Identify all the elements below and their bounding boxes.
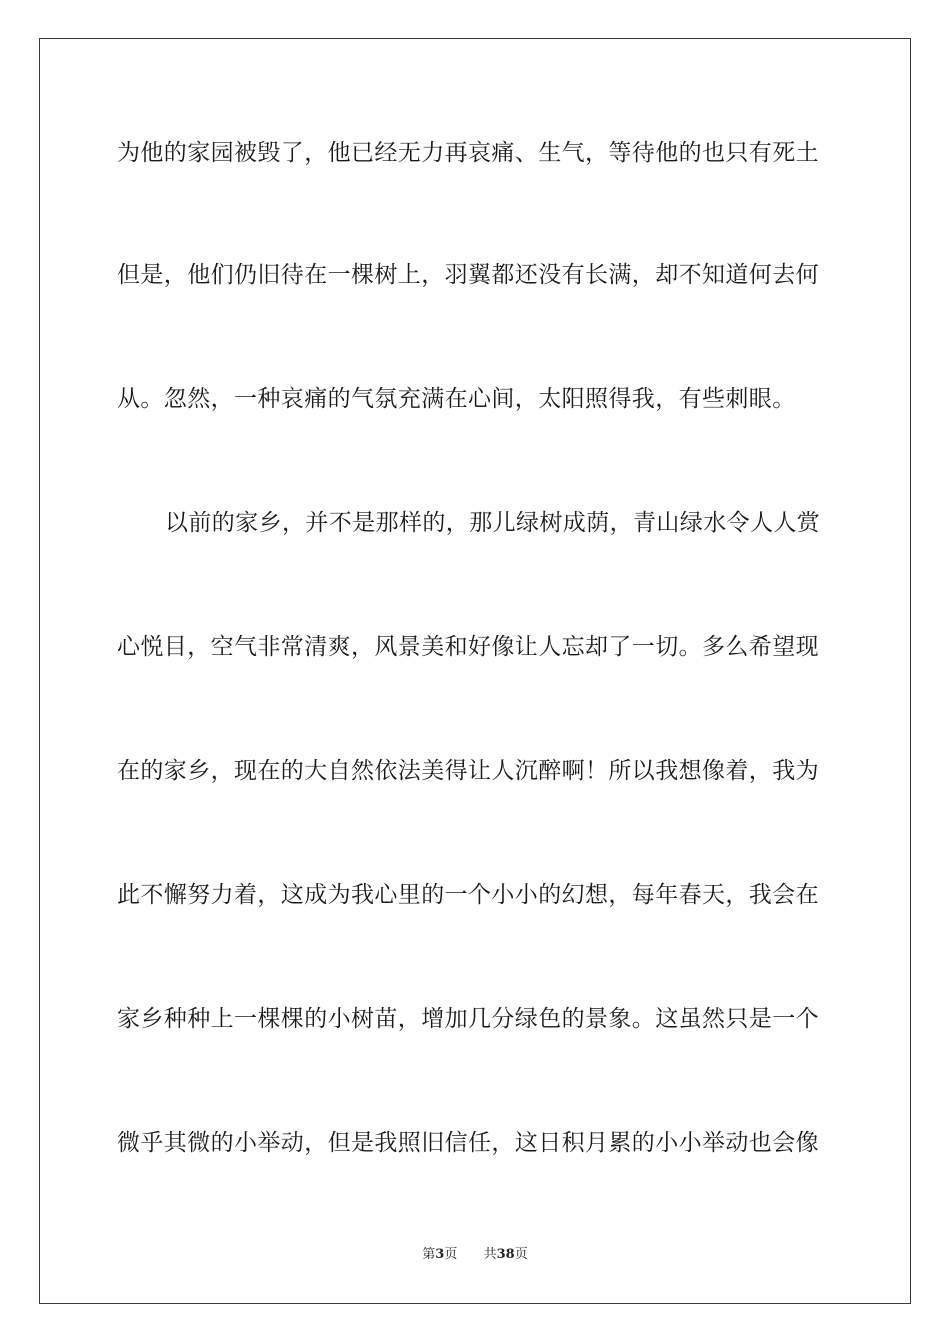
- text-line-2: 但是，他们仍旧待在一棵树上，羽翼都还没有长满，却不知道何去何: [117, 262, 819, 288]
- text-line-8: 家乡种种上一棵棵的小树苗，增加几分绿色的景象。这虽然只是一个: [117, 1006, 819, 1032]
- total-prefix: 共: [483, 1247, 497, 1262]
- text-line-1: 为他的家园被毁了，他已经无力再哀痛、生气，等待他的也只有死土: [117, 140, 819, 166]
- text-line-9: 微乎其微的小举动，但是我照旧信任，这日积月累的小小举动也会像: [117, 1130, 819, 1156]
- page-suffix: 页: [444, 1247, 458, 1262]
- page-number: 3: [435, 1247, 445, 1262]
- text-line-6: 在的家乡，现在的大自然依法美得让人沉醉啊！所以我想像着，我为: [117, 758, 819, 784]
- page-border: [39, 38, 911, 1304]
- total-pages: 38: [496, 1247, 515, 1262]
- page-prefix: 第: [422, 1247, 436, 1262]
- text-line-7: 此不懈努力着，这成为我心里的一个小小的幻想，每年春天，我会在: [117, 882, 819, 908]
- text-line-3: 从。忽然，一种哀痛的气氛充满在心间，太阳照得我，有些刺眼。: [117, 386, 796, 412]
- paragraph-start-line: 以前的家乡，并不是那样的，那儿绿树成荫，青山绿水令人人赏: [165, 510, 821, 536]
- page-footer: [0, 1246, 950, 1264]
- text-line-5: 心悦目，空气非常清爽，风景美和好像让人忘却了一切。多么希望现: [117, 634, 819, 660]
- total-suffix: 页: [514, 1247, 528, 1262]
